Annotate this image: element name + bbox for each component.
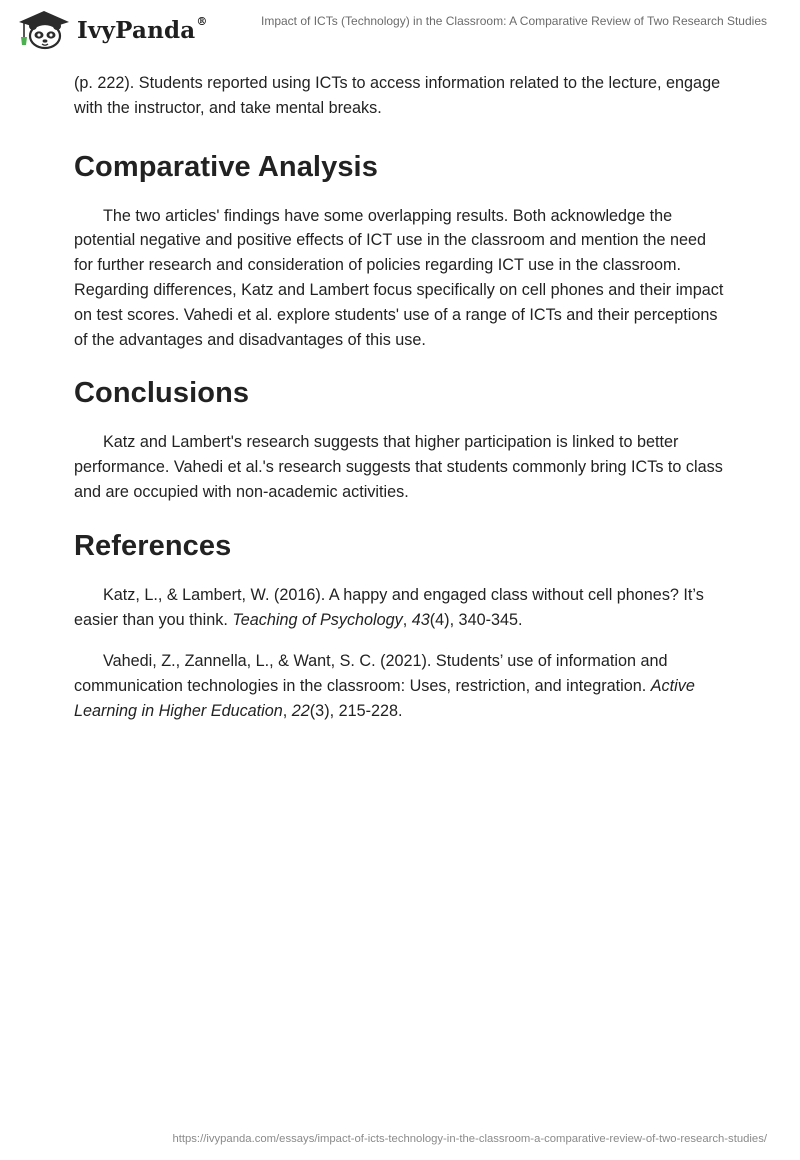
ivypanda-logo[interactable] — [14, 8, 208, 50]
reference-journal: Active Learning in Higher Education — [74, 677, 695, 720]
conclusions-heading: Conclusions — [74, 377, 250, 410]
essay-content — [74, 71, 728, 724]
reference-volume: 43 — [411, 610, 430, 629]
page-header — [0, 0, 800, 60]
comparative-analysis-paragraph: The two articles' findings have some overlapping results. Both acknowledge the potential negative and positive effects of ICT use in the classroom and mention the need for further research and consideration of policies regarding ICT use in the classroom. Regarding differences, Katz and Lambert focus specifically on cell phones and their impact on test scores. Vahedi et al. explore students' use of a range of ICTs and their perceptions of the advantages and disadvantages of this use. — [74, 206, 724, 349]
reference-item: Katz, L., & Lambert, W. (2016). A happy and engaged class without cell phones? It’s easier than you think. Teaching of Psychology, 43(4), 340-345. — [74, 585, 704, 629]
footer-source-url[interactable]: https://ivypanda.com/essays/impact-of-icts-technology-in-the-classroom-a-comparative-review-of-two-research-studies/ — [172, 1133, 767, 1145]
reference-item: Vahedi, Z., Zannella, L., & Want, S. C. (2021). Students’ use of information and communication technologies in the classroom: Uses, restriction, and integration. Active Learning in Higher Education, 22(3), 215-228. — [74, 652, 695, 720]
panda-graduate-logo-icon — [14, 8, 74, 50]
references-heading: References — [74, 529, 232, 562]
reference-volume: 22 — [291, 701, 310, 720]
brand-name: IvyPanda® — [77, 14, 208, 44]
document-title: Impact of ICTs (Technology) in the Classroom: A Comparative Review of Two Research Studies — [261, 14, 767, 28]
conclusions-paragraph: Katz and Lambert's research suggests that higher participation is linked to better performance. Vahedi et al.'s research suggests that students commonly bring ICTs to class and are occupied with non-academic activities. — [74, 433, 723, 501]
intro-paragraph: (p. 222). Students reported using ICTs to access information related to the lecture, engage with the instructor, and take mental breaks. — [74, 74, 721, 117]
reference-journal: Teaching of Psychology — [232, 610, 403, 629]
comparative-analysis-heading: Comparative Analysis — [74, 150, 378, 183]
